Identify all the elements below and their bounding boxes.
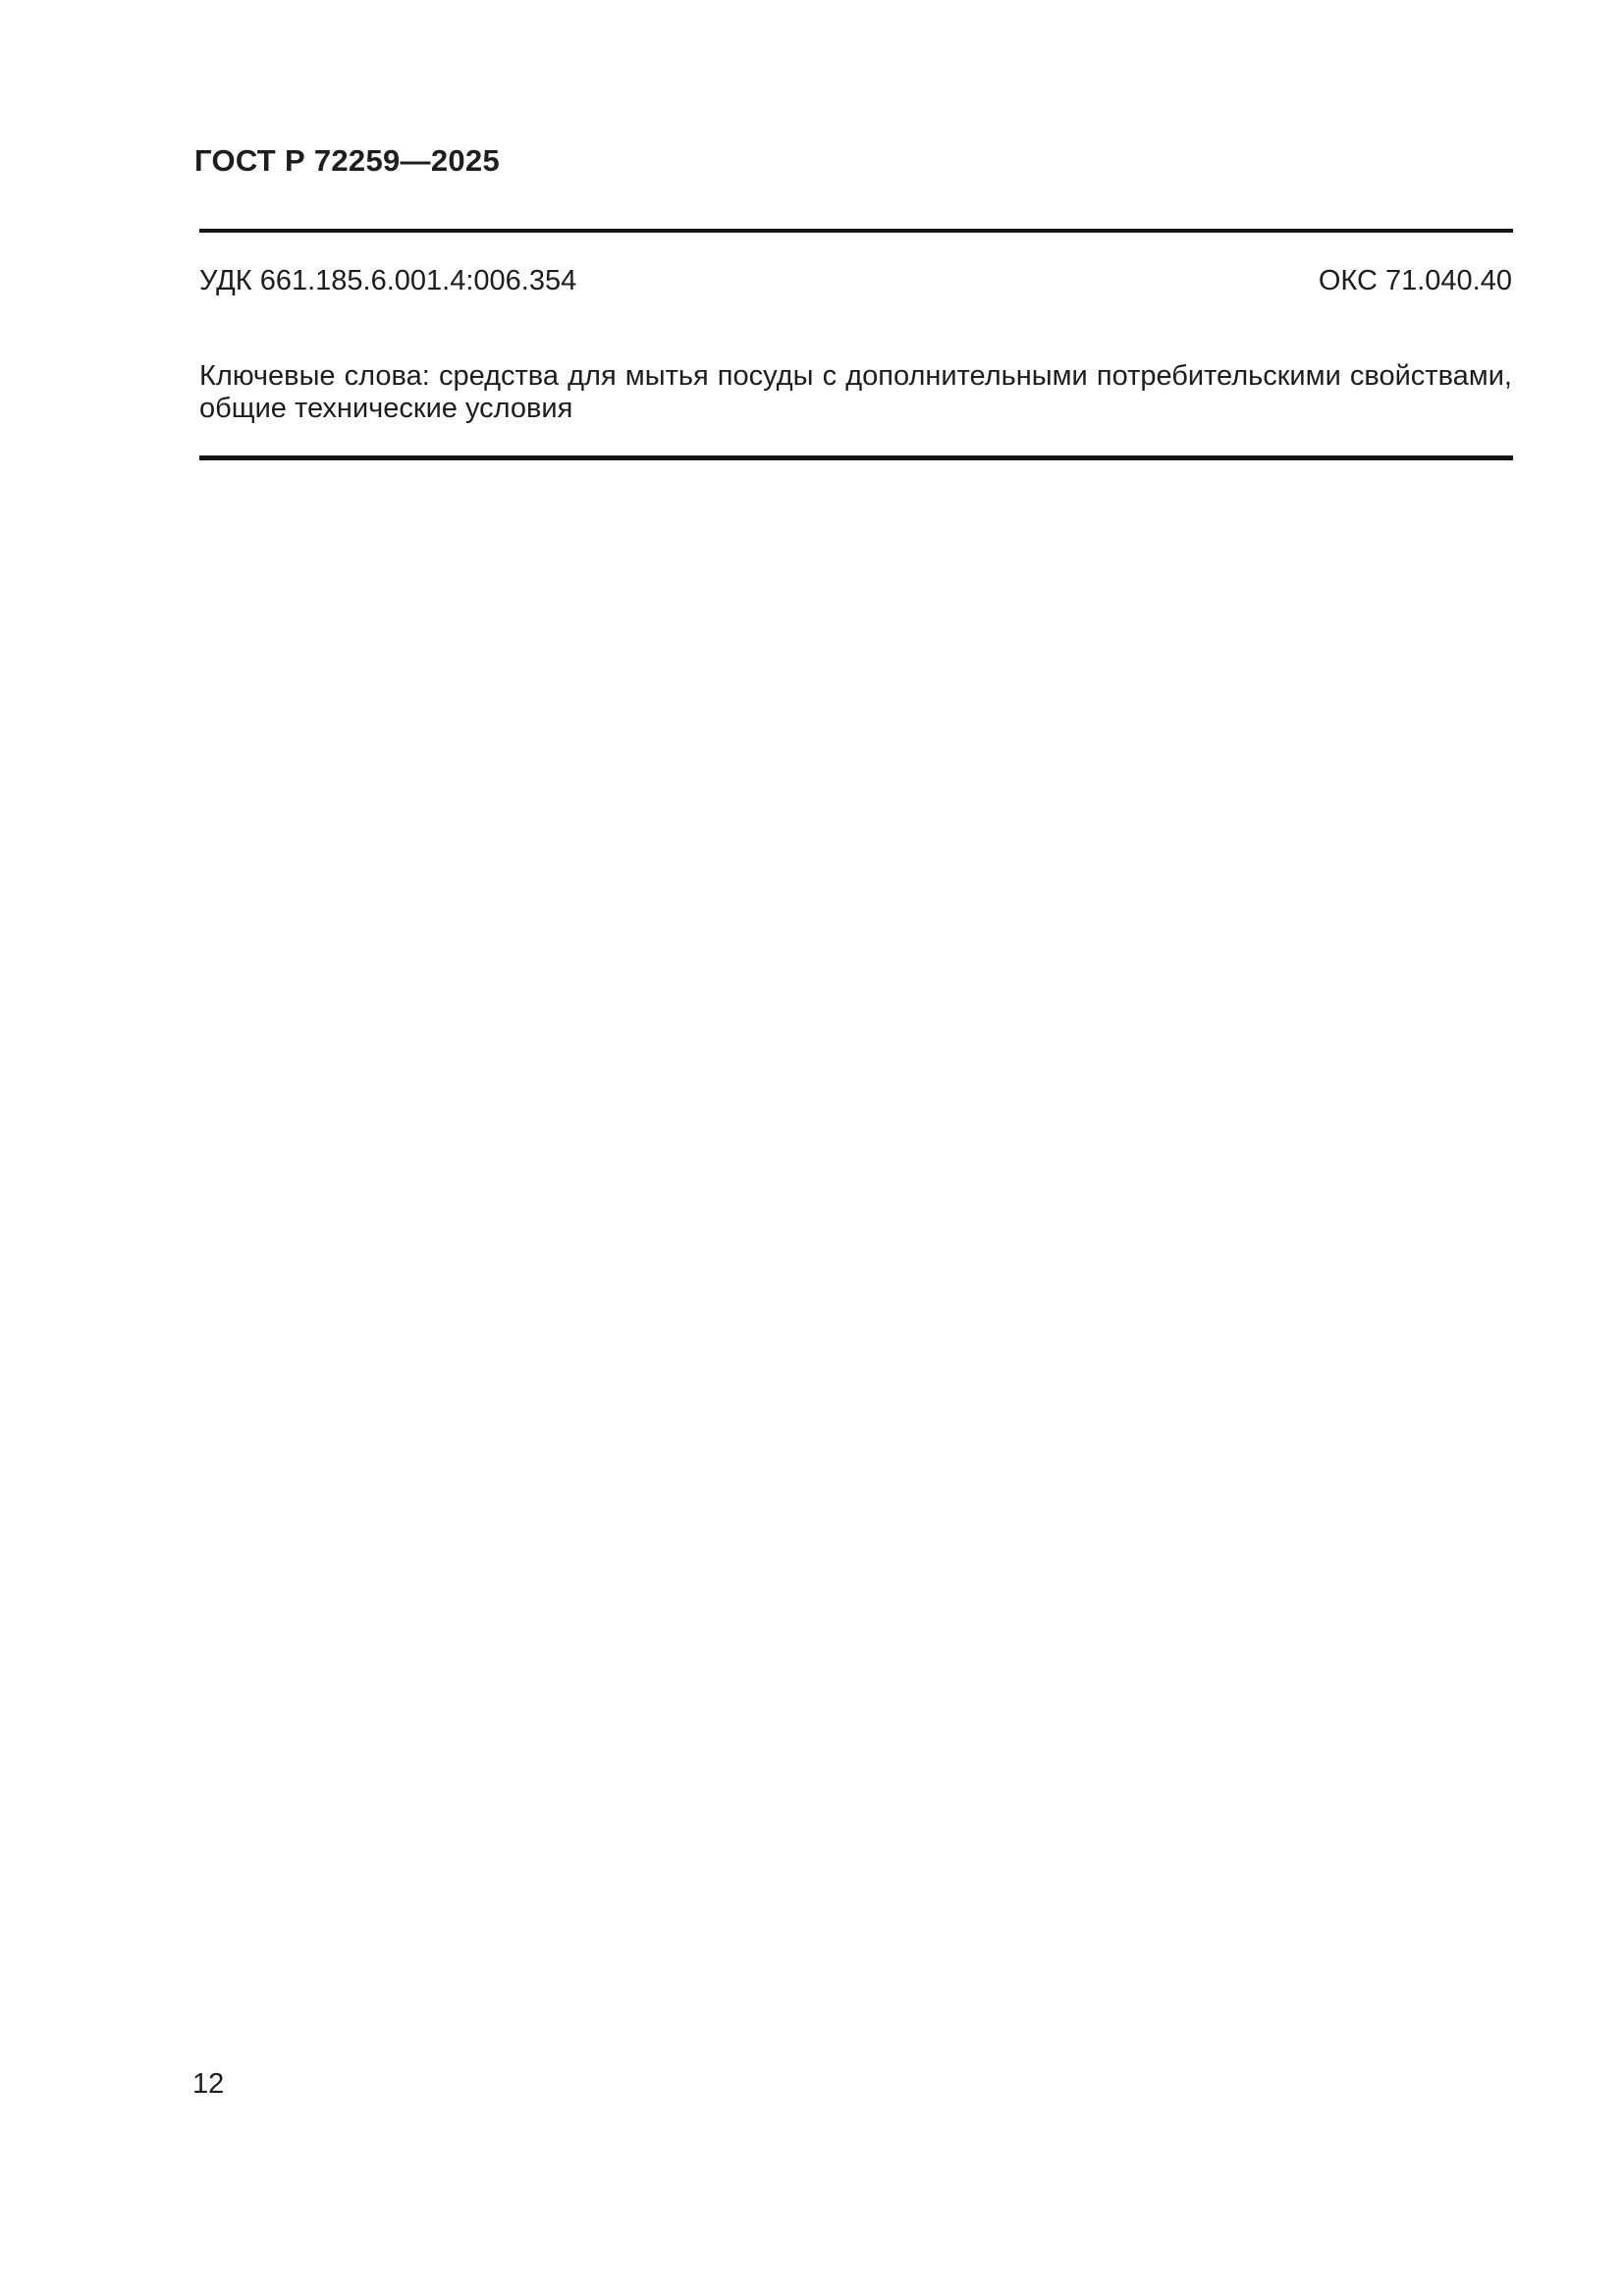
page-number: 12: [192, 2068, 225, 2100]
footer-divider-rule: [199, 455, 1513, 460]
keywords-line-1: Ключевые слова: средства для мытья посуды с дополнительными потребительскими свойствами,: [199, 360, 1512, 392]
keywords-paragraph: [199, 360, 1512, 425]
header-divider-rule: [199, 229, 1513, 233]
udk-classifier: УДК 661.185.6.001.4:006.354: [199, 265, 577, 296]
oks-classifier: ОКС 71.040.40: [1318, 265, 1512, 296]
standard-code-header: ГОСТ Р 72259—2025: [194, 143, 500, 178]
classifier-row: [199, 266, 1512, 297]
keywords-line-2: общие технические условия: [199, 393, 573, 424]
